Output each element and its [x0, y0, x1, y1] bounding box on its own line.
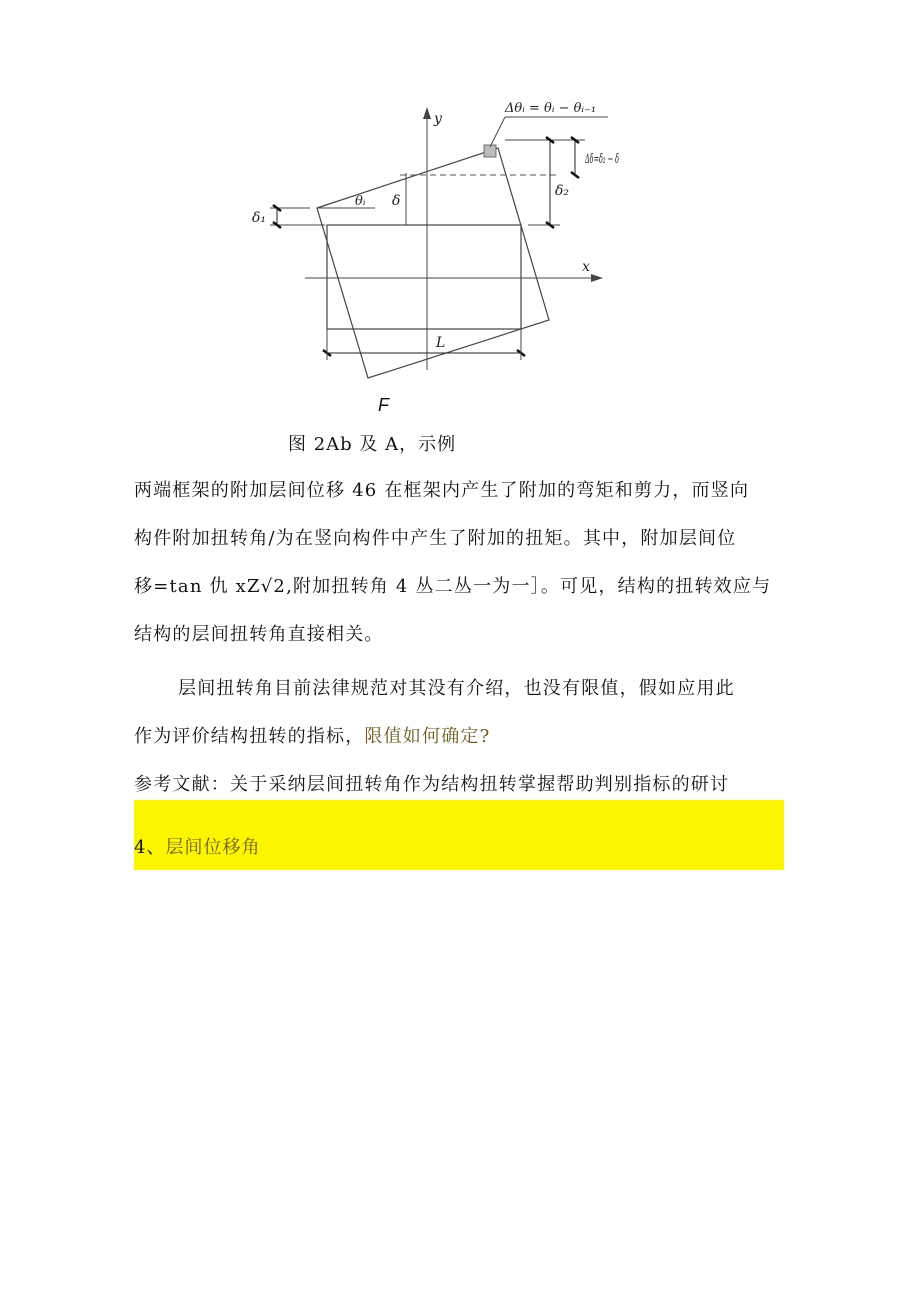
- paragraph-1-line-1: 两端框架的附加层间位移 46 在框架内产生了附加的弯矩和剪力，而竖向: [134, 480, 750, 501]
- dtheta-leader: [490, 117, 505, 147]
- theta-label: θᵢ: [355, 194, 366, 209]
- x-axis-arrow: [591, 274, 603, 282]
- paragraph-1-line-2: 构件附加扭转角/为在竖向构件中产生了附加的扭矩。其中，附加层间位: [134, 528, 737, 549]
- y-label: y: [434, 111, 442, 127]
- section-title: 层间位移角: [165, 837, 261, 858]
- limit-question: 限值如何确定?: [364, 726, 491, 747]
- dimension-ticks: [273, 137, 579, 356]
- figure-mark: F: [378, 395, 389, 415]
- x-label: x: [582, 259, 590, 275]
- original-floor-rect: [327, 225, 521, 329]
- delta-label: δ: [392, 193, 401, 209]
- figure-caption: 图 2Ab 及 A，示例: [288, 434, 457, 455]
- dtheta-formula: Δθᵢ = θᵢ − θᵢ₋₁: [505, 101, 597, 116]
- paragraph-1: [134, 477, 794, 669]
- delta2-label: δ₂: [555, 183, 570, 199]
- references-text: 参考文献：关于采纳层间扭转角作为结构扭转掌握帮助判别指标的研讨: [134, 774, 730, 795]
- paragraph-2-line-1: 层间扭转角目前法律规范对其没有介绍，也没有限值，假如应用此: [178, 678, 735, 699]
- L-label: L: [436, 335, 446, 351]
- ddelta-formula: Δδ=δ₂ − δ: [584, 152, 620, 167]
- y-axis-arrow: [423, 107, 431, 119]
- rotated-floor-rect: [317, 148, 549, 378]
- torsion-diagram-svg: [250, 95, 620, 370]
- paragraph-2-line-2: [134, 723, 794, 771]
- paragraph-2-line-2-text: 作为评价结构扭转的指标，: [134, 726, 365, 747]
- references: [134, 771, 794, 799]
- section-heading-highlight: [134, 800, 784, 870]
- paragraph-1-line-4: 结构的层间扭转角直接相关。: [134, 624, 384, 645]
- delta1-label: δ₁: [252, 210, 267, 226]
- paragraph-1-line-3: 移=tan 仇 xZ√2,附加扭转角 4 丛二丛一为一］。可见，结构的扭转效应与: [134, 576, 772, 597]
- section-heading: [134, 833, 260, 859]
- section-number: 4、: [134, 837, 166, 858]
- paragraph-2: [134, 675, 794, 771]
- torsion-diagram: [250, 95, 620, 370]
